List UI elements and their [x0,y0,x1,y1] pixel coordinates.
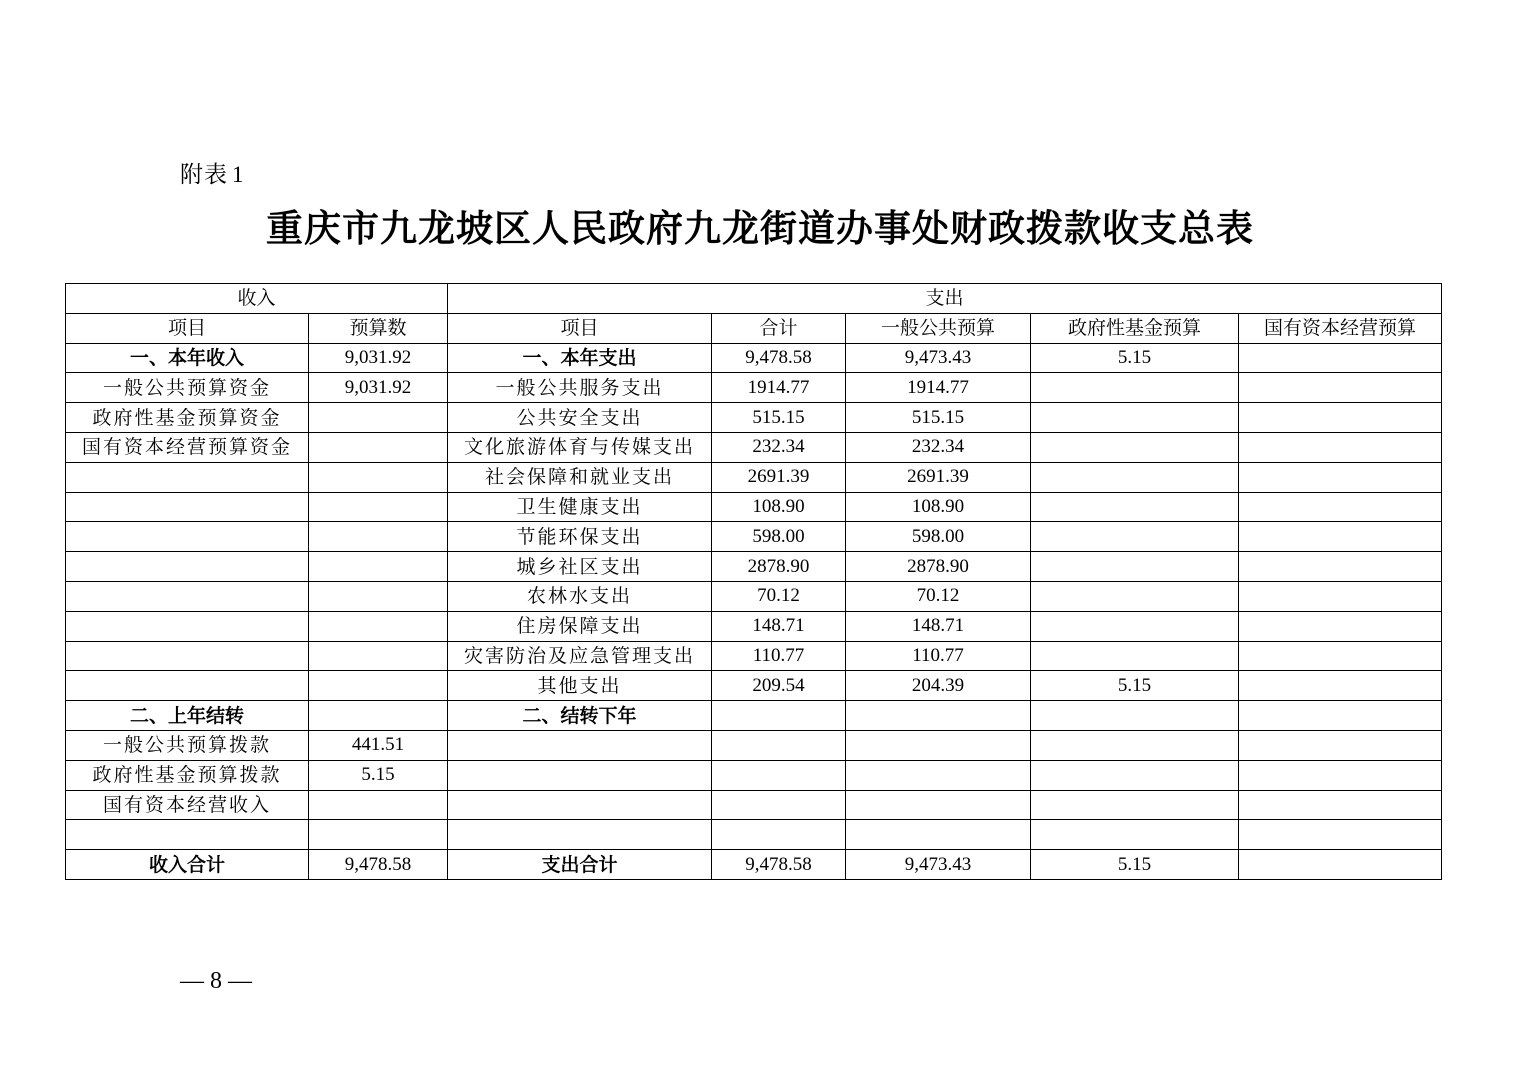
income-item-cell: 政府性基金预算拨款 [66,760,309,790]
general-budget-cell: 1914.77 [846,373,1031,403]
fund-budget-cell [1031,373,1239,403]
state-capital-budget-cell [1239,492,1442,522]
income-item-cell [66,581,309,611]
state-capital-budget-cell [1239,611,1442,641]
general-budget-cell [846,820,1031,850]
header-fund-budget: 政府性基金预算 [1031,313,1239,343]
general-budget-cell: 110.77 [846,641,1031,671]
header-income-item: 项目 [66,313,309,343]
income-amount-cell [309,820,448,850]
expense-item-cell: 公共安全支出 [448,403,712,433]
table-row [66,701,1442,731]
state-capital-budget-cell [1239,522,1442,552]
state-capital-budget-cell [1239,432,1442,462]
total-cell: 110.77 [712,641,846,671]
state-capital-budget-cell [1239,730,1442,760]
table-row [66,641,1442,671]
total-cell: 2878.90 [712,552,846,582]
income-item-cell [66,462,309,492]
general-budget-cell [846,730,1031,760]
income-amount-cell [309,552,448,582]
table-row [66,790,1442,820]
state-capital-budget-cell [1239,373,1442,403]
expense-item-cell: 节能环保支出 [448,522,712,552]
header-budget-amount: 预算数 [309,313,448,343]
fund-budget-cell [1031,522,1239,552]
expense-item-cell: 城乡社区支出 [448,552,712,582]
expense-item-cell: 卫生健康支出 [448,492,712,522]
state-capital-budget-cell [1239,641,1442,671]
fund-budget-cell: 5.15 [1031,671,1239,701]
header-state-capital-budget: 国有资本经营预算 [1239,313,1442,343]
table-row [66,850,1442,880]
fund-budget-cell [1031,581,1239,611]
total-cell: 232.34 [712,432,846,462]
table-row [66,552,1442,582]
fund-budget-cell [1031,403,1239,433]
general-budget-cell: 9,473.43 [846,850,1031,880]
general-budget-cell [846,790,1031,820]
state-capital-budget-cell [1239,343,1442,373]
general-budget-cell [846,760,1031,790]
fund-budget-cell [1031,730,1239,760]
expense-item-cell: 二、结转下年 [448,701,712,731]
total-cell [712,790,846,820]
expense-item-cell: 社会保障和就业支出 [448,462,712,492]
expense-item-cell [448,790,712,820]
fund-budget-cell [1031,790,1239,820]
total-cell [712,820,846,850]
fund-budget-cell [1031,611,1239,641]
fund-budget-cell [1031,760,1239,790]
table-row [66,581,1442,611]
income-amount-cell [309,611,448,641]
expense-item-cell: 住房保障支出 [448,611,712,641]
fund-budget-cell: 5.15 [1031,850,1239,880]
budget-summary-table [65,283,1442,880]
general-budget-cell: 9,473.43 [846,343,1031,373]
table-row [66,760,1442,790]
header-total: 合计 [712,313,846,343]
table-row [66,492,1442,522]
state-capital-budget-cell [1239,820,1442,850]
total-cell [712,730,846,760]
income-amount-cell [309,462,448,492]
table-row [66,730,1442,760]
income-item-cell [66,641,309,671]
income-amount-cell: 9,478.58 [309,850,448,880]
total-cell: 9,478.58 [712,343,846,373]
income-amount-cell [309,492,448,522]
attachment-label [180,156,245,189]
fund-budget-cell [1031,432,1239,462]
income-amount-cell [309,522,448,552]
fund-budget-cell: 5.15 [1031,343,1239,373]
general-budget-cell: 515.15 [846,403,1031,433]
state-capital-budget-cell [1239,701,1442,731]
state-capital-budget-cell [1239,850,1442,880]
state-capital-budget-cell [1239,760,1442,790]
income-amount-cell: 5.15 [309,760,448,790]
expense-item-cell: 其他支出 [448,671,712,701]
total-cell: 9,478.58 [712,850,846,880]
total-cell: 515.15 [712,403,846,433]
income-amount-cell: 9,031.92 [309,373,448,403]
state-capital-budget-cell [1239,552,1442,582]
income-amount-cell [309,403,448,433]
income-amount-cell [309,432,448,462]
state-capital-budget-cell [1239,790,1442,820]
state-capital-budget-cell [1239,462,1442,492]
fund-budget-cell [1031,492,1239,522]
income-item-cell: 国有资本经营收入 [66,790,309,820]
total-cell [712,760,846,790]
income-item-cell [66,820,309,850]
fund-budget-cell [1031,701,1239,731]
state-capital-budget-cell [1239,581,1442,611]
table-row [66,522,1442,552]
fund-budget-cell [1031,462,1239,492]
page-number: — 8 — [180,968,252,994]
header-expense-item: 项目 [448,313,712,343]
attachment-number: 1 [232,162,245,187]
expense-item-cell [448,730,712,760]
income-item-cell [66,611,309,641]
fund-budget-cell [1031,552,1239,582]
general-budget-cell: 108.90 [846,492,1031,522]
total-cell: 598.00 [712,522,846,552]
income-item-cell: 国有资本经营预算资金 [66,432,309,462]
general-budget-cell: 204.39 [846,671,1031,701]
general-budget-cell: 598.00 [846,522,1031,552]
income-amount-cell [309,581,448,611]
general-budget-cell [846,701,1031,731]
table-row [66,820,1442,850]
income-item-cell: 一般公共预算资金 [66,373,309,403]
fund-budget-cell [1031,641,1239,671]
table-body [66,343,1442,879]
header-income: 收入 [66,284,448,314]
income-item-cell [66,552,309,582]
total-cell: 148.71 [712,611,846,641]
income-amount-cell [309,701,448,731]
header-expense: 支出 [448,284,1442,314]
general-budget-cell: 2691.39 [846,462,1031,492]
state-capital-budget-cell [1239,403,1442,433]
expense-item-cell: 农林水支出 [448,581,712,611]
income-item-cell: 一、本年收入 [66,343,309,373]
table-row [66,343,1442,373]
total-cell: 2691.39 [712,462,846,492]
table-row [66,403,1442,433]
state-capital-budget-cell [1239,671,1442,701]
income-item-cell: 一般公共预算拨款 [66,730,309,760]
table-row [66,611,1442,641]
header-row-group [66,284,1442,314]
total-cell: 70.12 [712,581,846,611]
header-row-columns [66,313,1442,343]
total-cell: 1914.77 [712,373,846,403]
expense-item-cell: 文化旅游体育与传媒支出 [448,432,712,462]
total-cell [712,701,846,731]
expense-item-cell: 支出合计 [448,850,712,880]
table-row [66,432,1442,462]
income-amount-cell: 441.51 [309,730,448,760]
income-item-cell [66,671,309,701]
income-amount-cell [309,641,448,671]
document-title: 重庆市九龙坡区人民政府九龙街道办事处财政拨款收支总表 [266,206,1254,250]
table-row [66,373,1442,403]
income-amount-cell: 9,031.92 [309,343,448,373]
expense-item-cell: 一般公共服务支出 [448,373,712,403]
income-item-cell: 二、上年结转 [66,701,309,731]
total-cell: 108.90 [712,492,846,522]
income-item-cell [66,522,309,552]
general-budget-cell: 2878.90 [846,552,1031,582]
general-budget-cell: 70.12 [846,581,1031,611]
header-general-budget: 一般公共预算 [846,313,1031,343]
income-item-cell: 收入合计 [66,850,309,880]
income-amount-cell [309,671,448,701]
table-row [66,462,1442,492]
income-item-cell: 政府性基金预算资金 [66,403,309,433]
expense-item-cell: 一、本年支出 [448,343,712,373]
table-row [66,671,1442,701]
expense-item-cell [448,820,712,850]
general-budget-cell: 148.71 [846,611,1031,641]
general-budget-cell: 232.34 [846,432,1031,462]
expense-item-cell: 灾害防治及应急管理支出 [448,641,712,671]
total-cell: 209.54 [712,671,846,701]
expense-item-cell [448,760,712,790]
income-item-cell [66,492,309,522]
fund-budget-cell [1031,820,1239,850]
attachment-label-text: 附表 [180,162,228,188]
income-amount-cell [309,790,448,820]
